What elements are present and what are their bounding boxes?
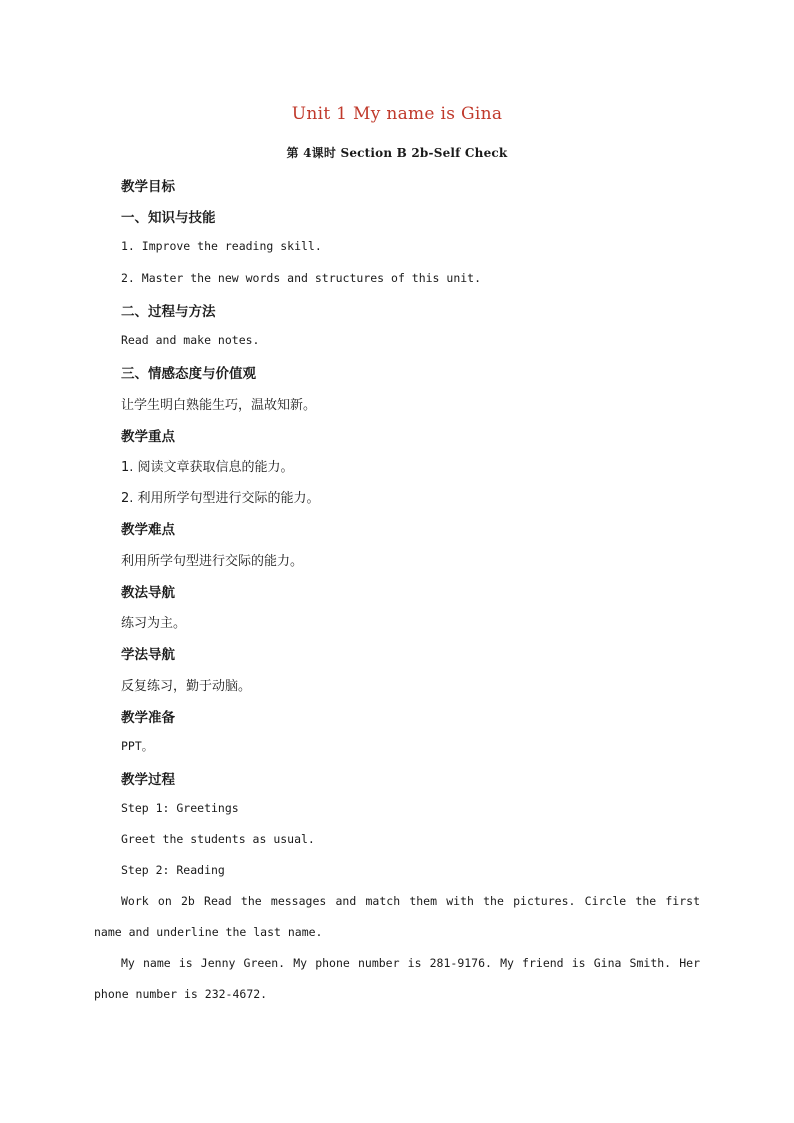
knowledge-item-2: 2. Master the new words and structures of this unit. — [121, 271, 482, 285]
preparation-text: PPT。 — [121, 739, 154, 753]
key-point-1: 1. 阅读文章获取信息的能力。 — [121, 460, 294, 475]
teaching-method-heading: 教法导航 — [121, 585, 175, 601]
key-point-2: 2. 利用所学句型进行交际的能力。 — [121, 491, 320, 506]
teaching-method-text: 练习为主。 — [121, 616, 187, 631]
step2-passage: My name is Jenny Green. My phone number is 281-9176. My friend is Gina Smith. Her phone number is 232-4672. — [94, 956, 700, 1001]
difficulties-text: 利用所学句型进行交际的能力。 — [121, 554, 304, 569]
step1-text: Greet the students as usual. — [121, 832, 315, 846]
step2-instruction: Work on 2b Read the messages and match them with the pictures. Circle the first name and underline the last name. — [94, 894, 700, 939]
process-text: Read and make notes. — [121, 333, 260, 347]
difficulties-heading: 教学难点 — [121, 522, 175, 538]
process-heading: 二、过程与方法 — [121, 304, 216, 320]
step2-title: Step 2: Reading — [121, 863, 225, 877]
key-points-heading: 教学重点 — [121, 429, 175, 445]
preparation-heading: 教学准备 — [121, 710, 175, 726]
learning-method-heading: 学法导航 — [121, 647, 175, 663]
knowledge-heading: 一、知识与技能 — [121, 210, 216, 226]
step1-title: Step 1: Greetings — [121, 801, 239, 815]
procedure-heading: 教学过程 — [121, 772, 175, 788]
attitude-heading: 三、情感态度与价值观 — [121, 366, 256, 382]
learning-method-text: 反复练习，勤于动脑。 — [121, 679, 252, 694]
lesson-subtitle: 第 4课时 Section B 2b-Self Check — [286, 146, 508, 160]
objectives-heading: 教学目标 — [121, 179, 175, 195]
attitude-text: 让学生明白熟能生巧，温故知新。 — [121, 398, 317, 413]
knowledge-item-1: 1. Improve the reading skill. — [121, 239, 322, 253]
page-title: Unit 1 My name is Gina — [291, 104, 503, 124]
